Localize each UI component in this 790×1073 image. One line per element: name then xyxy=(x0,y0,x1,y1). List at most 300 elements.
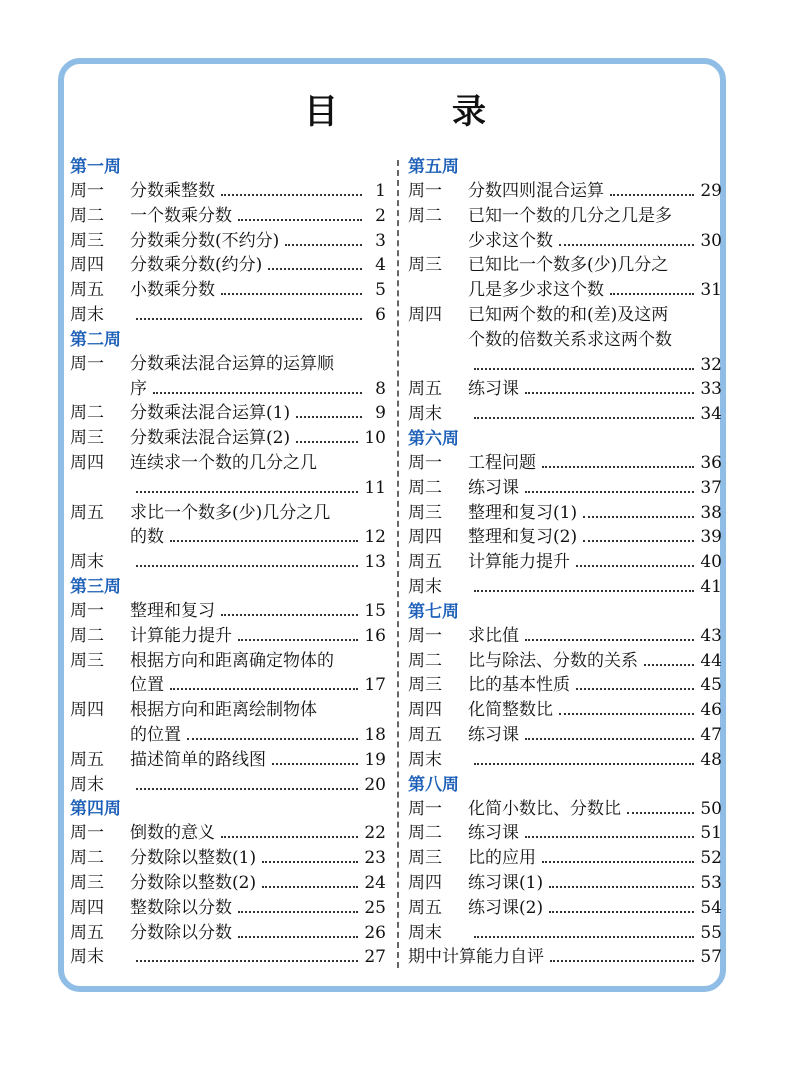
page-number: 24 xyxy=(364,872,386,893)
entry-body xyxy=(468,476,722,501)
entry-body xyxy=(468,649,722,674)
toc-entry[interactable] xyxy=(70,426,386,451)
toc-entry[interactable] xyxy=(70,871,386,896)
leader-dots xyxy=(610,293,694,295)
page-number: 15 xyxy=(364,600,386,621)
toc-entry[interactable] xyxy=(408,945,722,970)
leader-dots xyxy=(187,738,358,740)
toc-entry[interactable] xyxy=(408,501,722,526)
page-number: 10 xyxy=(364,428,386,449)
entry-line xyxy=(130,599,386,624)
entry-body xyxy=(130,451,386,501)
leader-dots xyxy=(136,788,358,790)
page-number: 26 xyxy=(364,922,386,943)
toc-entry[interactable] xyxy=(70,204,386,229)
entry-line xyxy=(468,649,722,674)
entry-day: 周五 xyxy=(70,749,104,770)
entry-line xyxy=(130,871,386,896)
entry-title: 描述简单的路线图 xyxy=(130,749,266,770)
leader-dots xyxy=(610,194,694,196)
toc-entry[interactable] xyxy=(70,278,386,303)
entry-body xyxy=(130,599,386,624)
page-number: 18 xyxy=(364,724,386,745)
entry-title: 期中计算能力自评 xyxy=(408,947,544,968)
entry-body xyxy=(468,896,722,921)
leader-dots xyxy=(238,936,358,938)
toc-entry[interactable] xyxy=(70,253,386,278)
entry-title: 少求这个数 xyxy=(468,230,553,251)
entry-body xyxy=(130,229,386,254)
week-header: 第四周 xyxy=(70,799,121,820)
entry-line xyxy=(130,846,386,871)
entry-line xyxy=(130,352,386,377)
entry-line xyxy=(468,575,722,600)
leader-dots xyxy=(474,590,694,592)
toc-entry[interactable] xyxy=(408,476,722,501)
entry-body xyxy=(468,575,722,600)
entry-line xyxy=(130,649,386,674)
toc-entry[interactable] xyxy=(408,253,722,303)
leader-dots xyxy=(221,194,362,196)
toc-entry[interactable] xyxy=(70,649,386,699)
entry-title: 连续求一个数的几分之几 xyxy=(130,452,317,473)
entry-body xyxy=(130,253,386,278)
leader-dots xyxy=(136,318,362,320)
entry-line xyxy=(130,229,386,254)
page-number: 57 xyxy=(700,947,722,968)
entry-line xyxy=(468,723,722,748)
entry-line xyxy=(130,303,386,328)
entry-title: 根据方向和距离绘制物体 xyxy=(130,700,317,721)
leader-dots xyxy=(474,417,694,419)
entry-title: 计算能力提升 xyxy=(468,552,570,573)
entry-line xyxy=(468,821,722,846)
entry-body xyxy=(130,748,386,773)
entry-body xyxy=(130,550,386,575)
entry-day: 周三 xyxy=(408,675,442,696)
entry-title: 求比值 xyxy=(468,625,519,646)
entry-body xyxy=(468,501,722,526)
entry-day: 周五 xyxy=(70,502,104,523)
entry-body xyxy=(130,896,386,921)
page-number: 19 xyxy=(364,749,386,770)
page-number: 54 xyxy=(700,897,722,918)
toc-entry[interactable] xyxy=(70,599,386,624)
entry-title: 已知一个数的几分之几是多 xyxy=(468,205,672,226)
entry-day: 周末 xyxy=(70,947,104,968)
entry-body xyxy=(468,179,722,204)
entry-title: 个数的倍数关系求这两个数 xyxy=(468,329,672,350)
entry-body xyxy=(130,921,386,946)
entry-title: 已知比一个数多(少)几分之 xyxy=(468,255,669,276)
leader-dots xyxy=(525,491,694,493)
toc-entry[interactable] xyxy=(70,821,386,846)
toc-entry[interactable] xyxy=(70,401,386,426)
entry-body xyxy=(468,846,722,871)
entry-line xyxy=(468,229,722,254)
leader-dots xyxy=(262,886,358,888)
leader-dots xyxy=(221,836,358,838)
week-header: 第七周 xyxy=(408,601,459,622)
toc-entry[interactable] xyxy=(70,303,386,328)
entry-body xyxy=(130,773,386,798)
entry-body xyxy=(130,352,386,402)
entry-day: 周末 xyxy=(408,749,442,770)
toc-entry[interactable] xyxy=(408,673,722,698)
entry-body xyxy=(130,278,386,303)
entry-title: 分数除以分数 xyxy=(130,922,232,943)
page-number: 16 xyxy=(364,625,386,646)
leader-dots xyxy=(474,763,694,765)
entry-line xyxy=(468,748,722,773)
entry-title: 分数除以整数(2) xyxy=(130,872,257,893)
week-header: 第二周 xyxy=(70,329,121,350)
toc-entry[interactable] xyxy=(70,352,386,402)
entry-day: 周一 xyxy=(70,823,104,844)
entry-day: 周三 xyxy=(70,428,104,449)
entry-line xyxy=(468,328,722,353)
page-number: 48 xyxy=(700,749,722,770)
entry-line xyxy=(468,896,722,921)
entry-body xyxy=(130,303,386,328)
leader-dots xyxy=(474,936,694,938)
page-number: 4 xyxy=(375,255,386,276)
leader-dots xyxy=(170,688,358,690)
entry-day: 周二 xyxy=(70,848,104,869)
page-number: 52 xyxy=(700,848,722,869)
leader-dots xyxy=(296,416,362,418)
entry-title: 整数除以分数 xyxy=(130,897,232,918)
entry-line xyxy=(468,871,722,896)
column-divider xyxy=(397,160,399,968)
entry-day: 周三 xyxy=(408,848,442,869)
toc-entry[interactable] xyxy=(408,624,722,649)
entry-day: 周一 xyxy=(408,181,442,201)
toc-entry[interactable] xyxy=(408,179,722,204)
toc-entry[interactable] xyxy=(70,501,386,551)
entry-line xyxy=(468,377,722,402)
toc-entry[interactable] xyxy=(70,624,386,649)
page-number: 34 xyxy=(700,404,722,425)
entry-line xyxy=(130,723,386,748)
entry-day: 周三 xyxy=(70,872,104,893)
toc-entry[interactable] xyxy=(408,896,722,921)
entry-title: 的位置 xyxy=(130,724,181,745)
entry-title: 分数乘法混合运算(1) xyxy=(130,403,291,424)
leader-dots xyxy=(262,861,358,863)
entry-line xyxy=(468,624,722,649)
entry-line xyxy=(468,525,722,550)
toc-entry[interactable] xyxy=(408,698,722,723)
entry-title: 根据方向和距离确定物体的 xyxy=(130,650,334,671)
entry-body xyxy=(130,871,386,896)
entry-line xyxy=(130,624,386,649)
entry-line xyxy=(408,945,722,970)
entry-body xyxy=(130,179,386,204)
entry-day: 周五 xyxy=(408,552,442,573)
entry-title: 整理和复习(2) xyxy=(468,527,578,548)
toc-entry[interactable] xyxy=(70,229,386,254)
entry-body xyxy=(468,451,722,476)
entry-day: 周二 xyxy=(408,823,442,844)
entry-title: 分数乘分数(不约分) xyxy=(130,230,280,251)
toc-entry[interactable] xyxy=(70,179,386,204)
entry-title: 计算能力提升 xyxy=(130,625,232,646)
page-number: 30 xyxy=(700,230,722,251)
toc-entry[interactable] xyxy=(70,550,386,575)
leader-dots xyxy=(542,861,694,863)
page-number: 39 xyxy=(700,527,722,548)
toc-entry[interactable] xyxy=(408,303,722,377)
entry-title: 比的基本性质 xyxy=(468,675,570,696)
entry-day: 周五 xyxy=(408,897,442,918)
page-number: 8 xyxy=(375,378,386,399)
entry-line xyxy=(130,501,386,526)
leader-dots xyxy=(549,911,694,913)
toc-entry[interactable] xyxy=(70,921,386,946)
toc-entry[interactable] xyxy=(408,402,722,427)
entry-title: 化简整数比 xyxy=(468,700,553,721)
entry-body xyxy=(468,871,722,896)
page-number: 1 xyxy=(375,181,386,201)
entry-body xyxy=(468,550,722,575)
toc-entry[interactable] xyxy=(408,821,722,846)
leader-dots xyxy=(550,960,694,962)
entry-title: 分数乘法混合运算(2) xyxy=(130,428,291,449)
entry-title: 求比一个数多(少)几分之几 xyxy=(130,502,331,523)
toc-entry[interactable] xyxy=(408,921,722,946)
page-number: 3 xyxy=(375,230,386,251)
entry-day: 周二 xyxy=(70,625,104,646)
page-number: 37 xyxy=(700,477,722,498)
leader-dots xyxy=(136,565,358,567)
page-number: 51 xyxy=(700,823,722,844)
entry-line xyxy=(468,353,722,378)
toc-entry[interactable] xyxy=(408,204,722,254)
entry-line xyxy=(130,476,386,501)
page-number: 9 xyxy=(375,403,386,424)
page-number: 29 xyxy=(700,181,722,201)
entry-line xyxy=(130,673,386,698)
entry-line xyxy=(468,846,722,871)
entry-title: 的数 xyxy=(130,527,164,548)
week-header: 第五周 xyxy=(408,157,459,177)
entry-day: 周末 xyxy=(408,576,442,597)
entry-line xyxy=(468,501,722,526)
entry-title: 分数除以整数(1) xyxy=(130,848,257,869)
toc-entry[interactable] xyxy=(70,451,386,501)
entry-day: 周四 xyxy=(408,872,442,893)
leader-dots xyxy=(525,836,694,838)
toc-entry[interactable] xyxy=(408,451,722,476)
page-number: 47 xyxy=(700,724,722,745)
entry-line xyxy=(468,451,722,476)
entry-title: 练习课 xyxy=(468,379,519,400)
entry-day: 周末 xyxy=(408,404,442,425)
entry-title: 几是多少求这个数 xyxy=(468,280,604,301)
entry-day: 周末 xyxy=(408,922,442,943)
page-number: 50 xyxy=(700,798,722,819)
entry-body xyxy=(130,821,386,846)
entry-day: 周三 xyxy=(408,502,442,523)
entry-line xyxy=(130,550,386,575)
entry-body xyxy=(468,525,722,550)
page-number: 40 xyxy=(700,552,722,573)
toc-entry[interactable] xyxy=(408,748,722,773)
week-header: 第六周 xyxy=(408,428,459,449)
entry-title: 分数乘法混合运算的运算顺 xyxy=(130,353,334,374)
entry-title: 练习课 xyxy=(468,823,519,844)
toc-left-column xyxy=(70,155,386,970)
leader-dots xyxy=(644,664,694,666)
toc-entry[interactable] xyxy=(408,377,722,402)
entry-body xyxy=(468,797,722,822)
leader-dots xyxy=(583,516,694,518)
entry-body xyxy=(468,698,722,723)
page-number: 20 xyxy=(364,774,386,795)
entry-body xyxy=(130,624,386,649)
toc-entry[interactable] xyxy=(408,871,722,896)
entry-line xyxy=(130,204,386,229)
entry-day: 周末 xyxy=(70,774,104,795)
entry-title: 小数乘分数 xyxy=(130,280,215,301)
leader-dots xyxy=(559,244,694,246)
leader-dots xyxy=(525,738,694,740)
page-number: 38 xyxy=(700,502,722,523)
toc-entry[interactable] xyxy=(70,846,386,871)
entry-body xyxy=(130,426,386,451)
leader-dots xyxy=(559,713,694,715)
leader-dots xyxy=(238,911,358,913)
entry-line xyxy=(468,204,722,229)
entry-line xyxy=(468,921,722,946)
entry-line xyxy=(130,945,386,970)
entry-day: 周四 xyxy=(408,700,442,721)
entry-line xyxy=(130,278,386,303)
leader-dots xyxy=(153,392,362,394)
entry-title: 倒数的意义 xyxy=(130,823,215,844)
page-number: 27 xyxy=(364,947,386,968)
entry-title: 分数乘分数(约分) xyxy=(130,255,263,276)
entry-line xyxy=(468,797,722,822)
entry-body xyxy=(408,945,722,970)
leader-dots xyxy=(238,219,362,221)
week-header: 第一周 xyxy=(70,157,121,177)
entry-title: 一个数乘分数 xyxy=(130,205,232,226)
leader-dots xyxy=(583,540,694,542)
entry-day: 周二 xyxy=(408,477,442,498)
entry-line xyxy=(130,896,386,921)
toc-entry[interactable] xyxy=(70,698,386,748)
toc-entry[interactable] xyxy=(70,945,386,970)
entry-day: 周末 xyxy=(70,304,104,325)
entry-line xyxy=(130,401,386,426)
entry-title: 练习课 xyxy=(468,724,519,745)
page-number: 22 xyxy=(364,823,386,844)
page-number: 53 xyxy=(700,872,722,893)
page-number: 12 xyxy=(364,527,386,548)
entry-day: 周二 xyxy=(70,205,104,226)
entry-line xyxy=(468,179,722,204)
toc-entry[interactable] xyxy=(408,649,722,674)
leader-dots xyxy=(221,614,358,616)
toc-entry[interactable] xyxy=(408,550,722,575)
entry-day: 周四 xyxy=(70,255,104,276)
entry-body xyxy=(468,673,722,698)
week-header: 第三周 xyxy=(70,576,121,597)
leader-dots xyxy=(576,688,694,690)
leader-dots xyxy=(474,368,694,370)
toc-entry[interactable] xyxy=(70,773,386,798)
leader-dots xyxy=(136,960,358,962)
entry-title: 序 xyxy=(130,378,147,399)
entry-body xyxy=(130,846,386,871)
page-number: 13 xyxy=(364,552,386,573)
leader-dots xyxy=(549,886,694,888)
entry-day: 周四 xyxy=(70,700,104,721)
entry-title: 比与除法、分数的关系 xyxy=(468,650,638,671)
leader-dots xyxy=(221,293,362,295)
entry-body xyxy=(468,377,722,402)
entry-day: 周一 xyxy=(408,798,442,819)
toc-entry[interactable] xyxy=(70,748,386,773)
leader-dots xyxy=(542,466,694,468)
entry-day: 周四 xyxy=(70,897,104,918)
leader-dots xyxy=(238,639,358,641)
entry-line xyxy=(130,698,386,723)
entry-body xyxy=(130,649,386,699)
entry-body xyxy=(130,945,386,970)
page-number: 33 xyxy=(700,379,722,400)
entry-line xyxy=(468,476,722,501)
leader-dots xyxy=(525,639,694,641)
entry-body xyxy=(468,723,722,748)
toc-entry[interactable] xyxy=(70,896,386,921)
toc-entry[interactable] xyxy=(408,797,722,822)
leader-dots xyxy=(627,812,694,814)
page-number: 46 xyxy=(700,700,722,721)
toc-entry[interactable] xyxy=(408,525,722,550)
toc-entry[interactable] xyxy=(408,846,722,871)
entry-day: 周四 xyxy=(70,452,104,473)
entry-day: 周三 xyxy=(408,255,442,276)
entry-line xyxy=(130,748,386,773)
entry-title: 练习课(1) xyxy=(468,872,544,893)
leader-dots xyxy=(296,441,358,443)
page-number: 11 xyxy=(364,477,386,498)
entry-day: 周五 xyxy=(408,724,442,745)
entry-body xyxy=(468,253,722,303)
entry-body xyxy=(468,921,722,946)
entry-body xyxy=(468,624,722,649)
entry-body xyxy=(130,204,386,229)
entry-day: 周末 xyxy=(70,552,104,573)
entry-line xyxy=(468,402,722,427)
page-number: 25 xyxy=(364,897,386,918)
entry-title: 分数乘整数 xyxy=(130,181,215,201)
entry-title: 化简小数比、分数比 xyxy=(468,798,621,819)
toc-entry[interactable] xyxy=(408,575,722,600)
entry-body xyxy=(130,698,386,748)
toc-entry[interactable] xyxy=(408,723,722,748)
leader-dots xyxy=(285,244,362,246)
leader-dots xyxy=(576,565,694,567)
week-header: 第八周 xyxy=(408,774,459,795)
entry-line xyxy=(468,550,722,575)
entry-day: 周四 xyxy=(408,304,442,325)
leader-dots xyxy=(525,392,694,394)
page-number: 36 xyxy=(700,452,722,473)
